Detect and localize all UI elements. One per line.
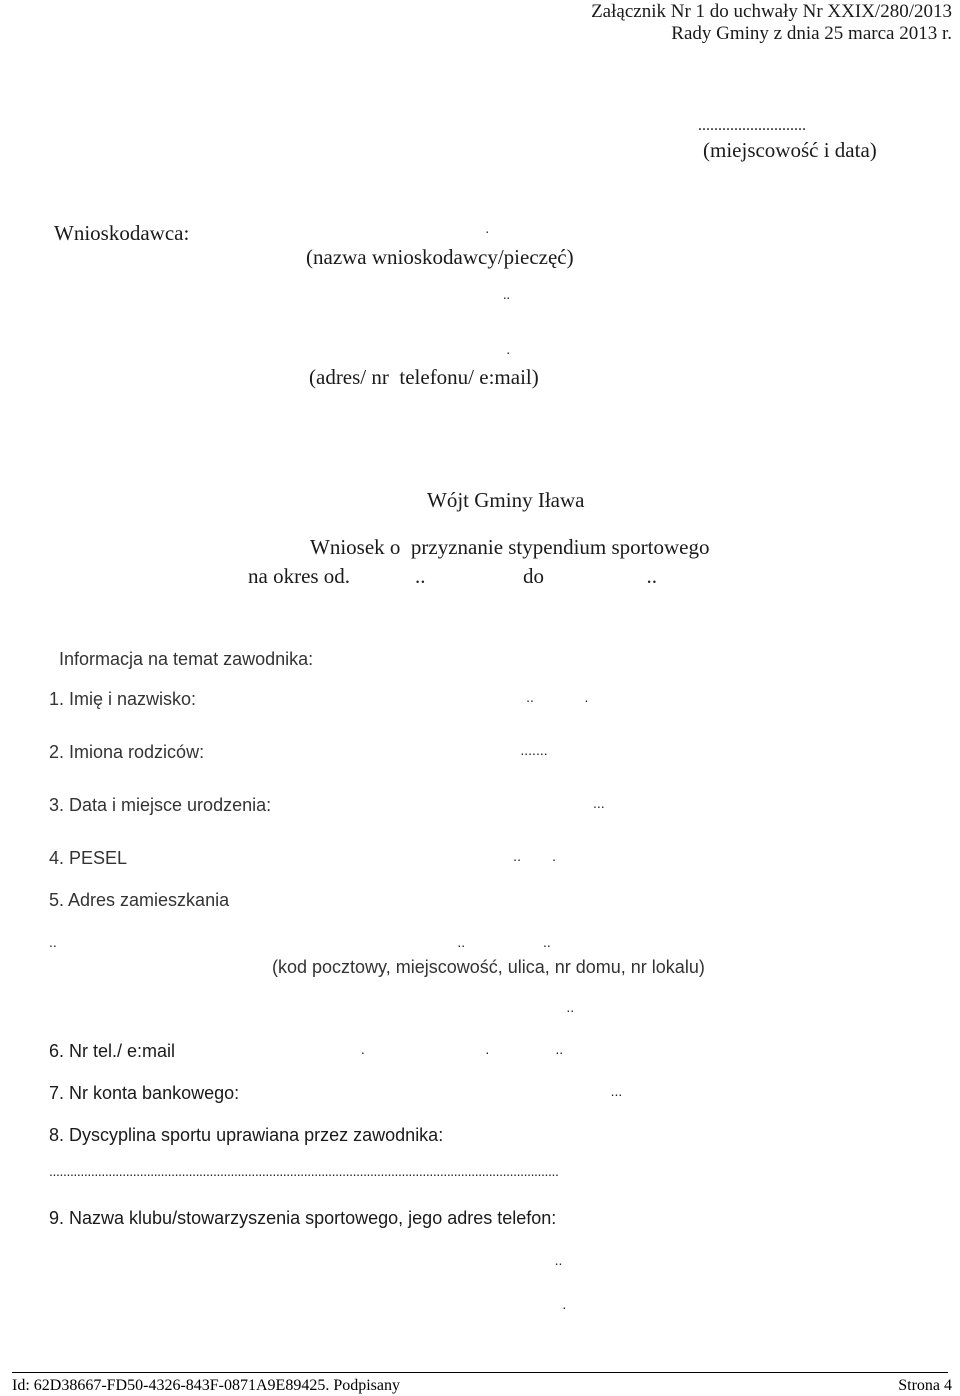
place-date-label: (miejscowość i data) <box>703 138 877 162</box>
applicant-address-line-1: .. <box>48 288 510 303</box>
field-pesel-line: .. . <box>132 848 556 864</box>
club-line-1: .. <box>49 1252 563 1268</box>
field-name-line: .. . <box>215 689 589 705</box>
section-title: Informacja na temat zawodnika: <box>59 649 314 669</box>
field-pesel-label: 4. PESEL <box>49 848 128 868</box>
period-from-line: .. <box>352 564 457 588</box>
attachment-header-line1: Załącznik Nr 1 do uchwały Nr XXIX/280/2013 <box>591 1 952 22</box>
period-mid: do <box>523 564 544 588</box>
field-phone-email-label: 6. Nr tel./ e:mail <box>49 1041 176 1061</box>
discipline-line: .................................................................................................................................................. <box>49 1163 559 1179</box>
field-parents-line: ....... <box>217 742 548 758</box>
place-date-dots: ........................... <box>698 117 806 134</box>
application-title: Wniosek o przyznanie stypendium sportowego <box>310 535 710 559</box>
address-format-label: (kod pocztowy, miejscowość, ulica, nr domu, nr lokalu) <box>272 957 705 977</box>
address-line-2: .. <box>49 999 575 1015</box>
field-parents-label: 2. Imiona rodziców: <box>49 742 205 762</box>
period-to-line: .. <box>552 564 689 588</box>
field-name-label: 1. Imię i nazwisko: <box>49 689 197 709</box>
applicant-address-label: (adres/ nr telefonu/ e:mail) <box>309 365 539 389</box>
field-club-label: 9. Nazwa klubu/stowarzyszenia sportowego, jego adres telefon: <box>49 1208 557 1228</box>
field-bank-label: 7. Nr konta bankowego: <box>49 1083 240 1103</box>
address-line-1: .. .. .. <box>49 934 551 950</box>
period-prefix: na okres od. <box>248 564 351 588</box>
club-line-2: . <box>49 1296 567 1312</box>
footer-divider <box>12 1372 948 1373</box>
field-birth-line: ... <box>274 795 605 811</box>
field-discipline-label: 8. Dyscyplina sportu uprawiana przez zawodnika: <box>49 1125 444 1145</box>
field-bank-line: ... <box>245 1083 623 1099</box>
applicant-address-line-2: . <box>48 343 510 358</box>
field-phone-email-line: . . .. <box>182 1041 564 1057</box>
recipient: Wójt Gminy Iława <box>427 488 585 512</box>
applicant-name-line: . <box>202 222 489 237</box>
footer-page-number: Strona 4 <box>898 1377 952 1394</box>
applicant-label: Wnioskodawca: <box>54 221 190 245</box>
footer-document-id: Id: 62D38667-FD50-4326-843F-0871A9E89425. Podpisany <box>12 1377 400 1394</box>
field-birth-label: 3. Data i miejsce urodzenia: <box>49 795 272 815</box>
applicant-name-label: (nazwa wnioskodawcy/pieczęć) <box>306 245 574 269</box>
attachment-header-line2: Rady Gminy z dnia 25 marca 2013 r. <box>671 23 952 44</box>
field-address-label: 5. Adres zamieszkania <box>49 890 230 910</box>
